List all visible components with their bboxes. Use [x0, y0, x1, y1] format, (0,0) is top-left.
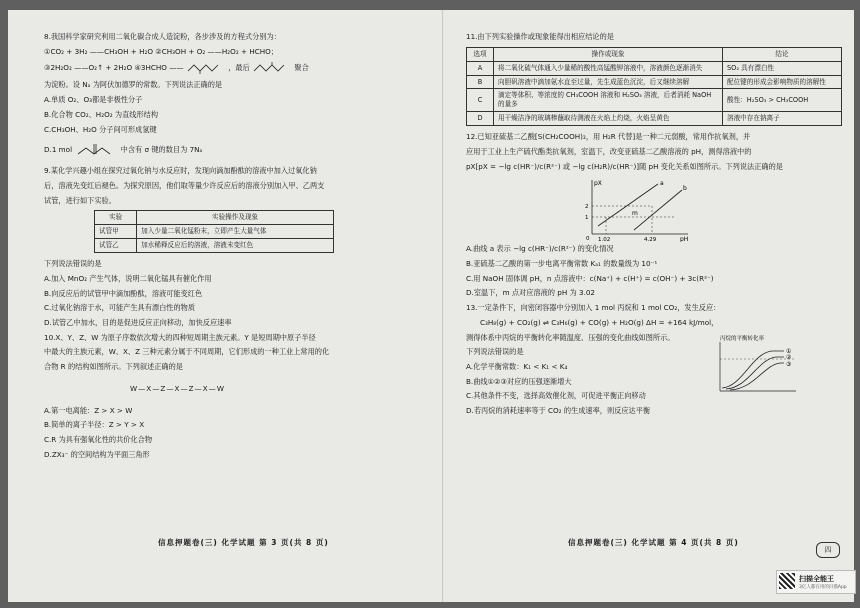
table-row [467, 89, 842, 112]
q13-graph [712, 333, 800, 395]
left-page [44, 32, 424, 464]
curve-label: ② [786, 354, 792, 362]
glycolic-structure [74, 142, 118, 158]
table-row [467, 61, 842, 75]
q12-option-c: C.用 NaOH 固体调 pH，n 点溶液中：c(Na⁺) + c(H⁺) = c(OH⁻) + 3c(R²⁻) [466, 273, 714, 283]
q8-line3: 为淀粉。设 Nₐ 为阿伏加德罗的常数。下列说法正确的是 [44, 80, 223, 90]
curve-b-label: b [683, 185, 687, 193]
table-row [467, 112, 842, 126]
q9-option-b: B.向反应后的试管甲中滴加酚酞，溶液可能变红色 [44, 288, 203, 298]
q10-stem3: 合物 R 的结构如图所示。下列叙述正确的是 [44, 362, 183, 372]
table-cell: D [467, 112, 494, 126]
q8-eq2-line [44, 61, 424, 75]
q8-option-d-head: D.1 mol [44, 145, 73, 155]
table-cell: 将二氧化硫气体通入少量稀的酸性高锰酸钾溶液中，溶液颜色逐渐消失 [494, 61, 723, 75]
table-header-cell: 实验 [95, 211, 137, 225]
q13-eq: C₃H₈(g) + CO₂(g) ⇌ C₃H₆(g) + CO(g) + H₂O(g) ΔH = +164 kJ/mol， [480, 317, 719, 327]
graph-title: 丙烷的平衡转化率 [720, 336, 765, 343]
q10-option-a: A.第一电离能：Z > X > W [44, 405, 133, 415]
q11-table [466, 47, 842, 126]
table-cell: 加水稀释反应后的溶液，溶液未变红色 [137, 239, 334, 253]
left-footer: 信息押题卷(三) 化学试题 第 3 页(共 8 页) [158, 538, 329, 547]
scanner-watermark [776, 570, 856, 594]
table-cell: 加入少量二氧化锰粉末，立即产生大量气体 [137, 225, 334, 239]
scanner-title: 扫描全能王 [799, 575, 834, 583]
y-axis-label: pX [594, 180, 602, 188]
q10-structure: W—X—Z—X—Z—X—W [130, 383, 225, 393]
curve-1 [722, 351, 784, 388]
q12-graph [576, 176, 706, 242]
q13-option-d: D.若丙烷的消耗速率等于 CO₂ 的生成速率，则反应达平衡 [466, 406, 651, 416]
table-cell: SO₂ 具有漂白性 [723, 61, 842, 75]
curve-a-label: a [660, 180, 664, 188]
y-tick-label: 2 [585, 204, 589, 211]
table-cell: 配位键的形成会影响物质的溶解性 [723, 75, 842, 89]
table-cell: 试管甲 [95, 225, 137, 239]
q13-option-c: C.其他条件不变，选择高效催化剂，可促进平衡正向移动 [466, 391, 646, 401]
curve-3 [730, 363, 784, 390]
table-cell: 试管乙 [95, 239, 137, 253]
x-axis-label: pH [680, 236, 689, 243]
q8-eq1: ①CO₂ + 3H₂ ——CH₃OH + H₂O ②CH₃OH + O₂ ——H₂O₂ + HCHO； [44, 46, 278, 56]
table-cell: 溶液中存在钠离子 [723, 112, 842, 126]
table-row [95, 225, 334, 239]
q9-option-d: D.试管乙中加水，目的是促进反应正向移动，加快反应速率 [44, 318, 232, 328]
table-header-cell: 实验操作及现象 [137, 211, 334, 225]
table-cell: B [467, 75, 494, 89]
page-gutter [442, 10, 443, 602]
table-header-cell: 结论 [723, 47, 842, 61]
q9-stem2: 后，溶液先变红后褪色。为探究原因，他们取等量少许反应后的溶液分别加入甲、乙两支 [44, 181, 325, 191]
exam-sheet [8, 10, 854, 602]
q12-option-d: D.室温下，m 点对应溶液的 pH 为 3.02 [466, 288, 595, 298]
table-cell: 滴定等体积、等浓度的 CH₃COOH 溶液和 H₂SO₃ 溶液，后者消耗 NaOH 的量多 [494, 89, 723, 112]
q8-option-c: C.CH₃OH、H₂O 分子间可形成氢键 [44, 124, 157, 134]
qr-code-icon [779, 573, 795, 589]
q9-stem1: 9.某化学兴趣小组在探究过氧化钠与水反应时，发现向滴加酚酞的溶液中加入过氧化钠 [44, 166, 317, 176]
point-m-label: m [632, 210, 638, 218]
table-row [95, 239, 334, 253]
y-tick-label: 1 [585, 215, 589, 222]
table-cell: A [467, 61, 494, 75]
table-cell: 用干燥洁净的玻璃棒蘸取待测液在火焰上灼烧，火焰呈黄色 [494, 112, 723, 126]
table-cell: C [467, 89, 494, 112]
q12-option-b: B.亚硫基二乙酸的第一步电离平衡常数 Kₐ₁ 的数量级为 10⁻¹ [466, 258, 658, 268]
q10-option-b: B.简单的离子半径：Z > Y > X [44, 420, 145, 430]
q12-stem3: pX[pX = −lg c(HR⁻)/c(R²⁻) 或 −lg c(H₂R)/c(HR⁻)]随 pH 变化关系如图所示。下列说法正确的是 [466, 161, 783, 171]
table-cell: 向胆矾溶液中滴加氨水直至过量，先生成蓝色沉淀，后又继续溶解 [494, 75, 723, 89]
table-header-cell: 选项 [467, 47, 494, 61]
curve-label: ③ [786, 361, 792, 369]
q10-option-c: C.R 为具有强氧化性的共价化合物 [44, 435, 153, 445]
q8-eq2-tail: ，最后 [228, 63, 250, 73]
sugar-structure [252, 61, 292, 75]
q9-option-a: A.加入 MnO₂ 产生气体，说明二氧化锰具有催化作用 [44, 273, 212, 283]
q9-ask: 下列说法错误的是 [44, 259, 102, 269]
curve-2 [726, 357, 784, 389]
q12-stem1: 12.已知亚硫基二乙酸[S(CH₂COOH)₂，用 H₂R 代替]是一种二元弱酸，常用作抗氧剂，并 [466, 132, 751, 142]
page-stamp: 四 [816, 542, 840, 558]
table-row [467, 75, 842, 89]
q13-ask: 下列说法错误的是 [466, 347, 524, 357]
x-tick-label: 4.29 [644, 237, 657, 243]
right-footer: 信息押题卷(三) 化学试题 第 4 页(共 8 页) [568, 538, 739, 547]
table-header-row [95, 211, 334, 225]
table-cell: 酸性：H₂SO₃ > CH₃COOH [723, 89, 842, 112]
trioxane-structure [186, 61, 226, 75]
q11-stem: 11.由下列实验操作或现象能得出相应结论的是 [466, 32, 614, 41]
q8-option-a: A.单质 O₂、O₃都是非极性分子 [44, 95, 143, 105]
q10-option-d: D.ZX₃⁻ 的空间结构为平面三角形 [44, 449, 150, 459]
q8-stem: 8.我国科学家研究利用二氧化碳合成人造淀粉，各步涉及的方程式分别为： [44, 32, 281, 41]
right-page [466, 32, 846, 421]
q13-option-a: A.化学平衡常数：K₁ < K₁ < K₄ [466, 361, 568, 371]
x-tick-label: 1.02 [598, 237, 611, 243]
q10-stem2: 中最大的主族元素，W、X、Z 三种元素分属于不同周期，它们形成的一种工业上常用的化 [44, 347, 330, 357]
q9-stem3: 试管，进行如下实验。 [44, 195, 116, 205]
origin-label: 0 [586, 236, 590, 243]
q10-stem1: 10.X、Y、Z、W 为原子序数依次增大的四种短周期主族元素。Y 是短周期中原子半径 [44, 332, 316, 342]
q8-eq2-end: 聚合 [294, 63, 309, 73]
curve-a [598, 184, 658, 226]
q9-table [94, 210, 334, 253]
q8-option-b: B.化合物 CO₂、H₂O₂ 为直线形结构 [44, 109, 159, 119]
q12-stem2: 应用于工业上生产硫代酯类抗氧剂，室温下，改变亚硫基二乙酸溶液的 pH，测得溶液中的 [466, 146, 752, 156]
q8-option-d [44, 142, 424, 158]
q9-option-c: C.过氧化钠溶于水，可能产生具有漂白性的物质 [44, 303, 196, 313]
q8-option-d-tail: 中含有 σ 键的数目为 7Nₐ [120, 145, 203, 155]
q13-stem2: 测得体系中丙烷的平衡转化率随温度、压强的变化曲线如图所示。 [466, 332, 675, 342]
curve-label: ① [786, 348, 792, 356]
q13-option-b: B.曲线①②③对应的压强逐渐增大 [466, 376, 572, 386]
table-header-cell: 操作或现象 [494, 47, 723, 61]
scanner-subtitle: 3亿人都在用的扫描App [799, 585, 847, 590]
q12-option-a: A.曲线 a 表示 −lg c(HR⁻)/c(R²⁻) 的变化情况 [466, 244, 614, 254]
q8-eq2: ③2H₂O₂ ——O₂↑ + 2H₂O ④3HCHO —— [44, 63, 184, 73]
q13-stem1: 13.一定条件下，向密闭容器中分别加入 1 mol 丙烷和 1 mol CO₂，发生反应： [466, 303, 721, 313]
table-header-row [467, 47, 842, 61]
